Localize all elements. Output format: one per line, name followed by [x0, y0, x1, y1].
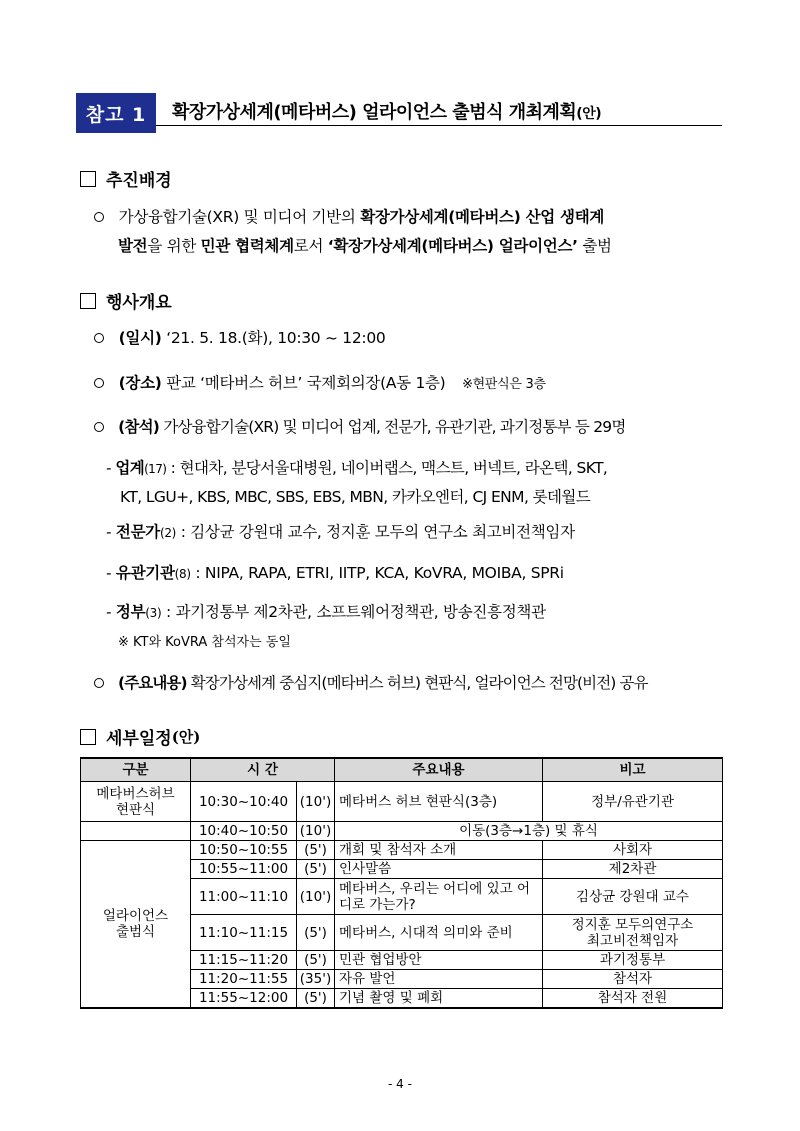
duration-cell: (5') [297, 860, 335, 879]
duration-cell: (10') [297, 782, 335, 822]
checkbox-square-icon [80, 729, 96, 745]
note-cell: 정부/유관기관 [543, 782, 723, 822]
table-row [81, 841, 723, 860]
overview-date: (일시) ‘21. 5. 18.(화), 10:30 ~ 12:00 [94, 326, 385, 348]
header-rule [76, 125, 722, 126]
table-header-row [81, 758, 723, 782]
table-header-cell: 비고 [543, 758, 723, 782]
duration-cell: (5') [297, 915, 335, 951]
background-line-2: 발전을 위한 민관 협력체계로서 ‘확장가상세계(메타버스) 얼라이언스’ 출범 [118, 237, 612, 255]
duration-cell: (35') [297, 970, 335, 989]
time-cell: 11:00~11:10 [191, 879, 297, 915]
attendees-industry-2: KT, LGU+, KBS, MBC, SBS, EBS, MBN, 카카오엔터, CJ ENM, 롯데월드 [120, 488, 591, 506]
content-cell: 메타버스, 우리는 어디에 있고 어디로 가는가? [335, 879, 543, 915]
attendees-agencies: - 유관기관(8) : NIPA, RAPA, ETRI, IITP, KCA, KoVRA, MOIBA, SPRi [106, 564, 564, 582]
table-row [81, 782, 723, 822]
duration-cell: (5') [297, 841, 335, 860]
circle-bullet-icon [94, 333, 104, 343]
table-row [81, 822, 723, 841]
time-cell: 11:15~11:20 [191, 951, 297, 970]
attendees-government: - 정부(3) : 과기정통부 제2차관, 소프트웨어정책관, 방송진흥정책관 [106, 603, 546, 621]
attendees-note: ※ KT와 KoVRA 참석자는 동일 [118, 635, 291, 650]
time-cell: 10:55~11:00 [191, 860, 297, 879]
group-cell: 얼라이언스 출범식 [81, 841, 191, 1009]
attendees-experts: - 전문가(2) : 김상균 강원대 교수, 정지훈 모두의 연구소 최고비전책임자 [106, 523, 575, 541]
note-cell: 김상균 강원대 교수 [543, 879, 723, 915]
background-line-1: 가상융합기술(XR) 및 미디어 기반의 확장가상세계(메타버스) 산업 생태계 [94, 205, 604, 227]
attendees-industry-1: - 업계(17) : 현대차, 분당서울대병원, 네이버랩스, 맥스트, 버넥트, 라온텍, SKT, [106, 459, 608, 477]
time-cell: 10:30~10:40 [191, 782, 297, 822]
table-header-cell: 시 간 [191, 758, 335, 782]
checkbox-square-icon [80, 171, 96, 187]
time-cell: 11:10~11:15 [191, 915, 297, 951]
circle-bullet-icon [94, 378, 104, 388]
duration-cell: (10') [297, 879, 335, 915]
time-cell: 10:40~10:50 [191, 822, 297, 841]
circle-bullet-icon [94, 422, 104, 432]
time-cell: 11:55~12:00 [191, 989, 297, 1009]
duration-cell: (10') [297, 822, 335, 841]
content-cell: 개회 및 참석자 소개 [335, 841, 543, 860]
time-cell: 11:20~11:55 [191, 970, 297, 989]
table-header-cell: 구분 [81, 758, 191, 782]
document-title: 확장가상세계(메타버스) 얼라이언스 출범식 개최계획(안) [172, 102, 602, 123]
overview-place: (장소) 판교 ‘메타버스 허브’ 국제회의장(A동 1층) ※현판식은 3층 [94, 371, 546, 393]
content-cell: 민관 협업방안 [335, 951, 543, 970]
content-cell: 자유 발언 [335, 970, 543, 989]
schedule-table [80, 757, 723, 1009]
content-cell: 메타버스 허브 현판식(3층) [335, 782, 543, 822]
time-cell: 10:50~10:55 [191, 841, 297, 860]
circle-bullet-icon [94, 212, 104, 222]
group-cell [81, 822, 191, 841]
note-cell: 과기정통부 [543, 951, 723, 970]
note-cell: 참석자 전원 [543, 989, 723, 1009]
content-cell: 기념 촬영 및 폐회 [335, 989, 543, 1009]
group-cell: 메타버스허브 현판식 [81, 782, 191, 822]
note-cell: 참석자 [543, 970, 723, 989]
overview-attendees: (참석) 가상융합기술(XR) 및 미디어 업계, 전문가, 유관기관, 과기정통부 등 29명 [94, 415, 626, 437]
duration-cell: (5') [297, 951, 335, 970]
page-number: - 4 - [388, 1077, 412, 1091]
section-heading-overview: 행사개요 [80, 288, 172, 313]
section-heading-schedule: 세부일정 (안) [80, 724, 200, 749]
section-heading-background: 추진배경 [80, 166, 172, 191]
content-cell: 인사말씀 [335, 860, 543, 879]
content-cell: 메타버스, 시대적 의미와 준비 [335, 915, 543, 951]
overview-content: (주요내용) 확장가상세계 중심지(메타버스 허브) 현판식, 얼라이언스 전망(비전) 공유 [94, 671, 648, 693]
content-cell: 이동(3층→1층) 및 휴식 [335, 822, 723, 841]
circle-bullet-icon [94, 678, 104, 688]
note-cell: 제2차관 [543, 860, 723, 879]
duration-cell: (5') [297, 989, 335, 1009]
table-header-cell: 주요내용 [335, 758, 543, 782]
note-cell: 사회자 [543, 841, 723, 860]
note-cell: 정지훈 모두의연구소 최고비전책임자 [543, 915, 723, 951]
reference-badge: 참고 1 [76, 93, 156, 133]
checkbox-square-icon [80, 293, 96, 309]
